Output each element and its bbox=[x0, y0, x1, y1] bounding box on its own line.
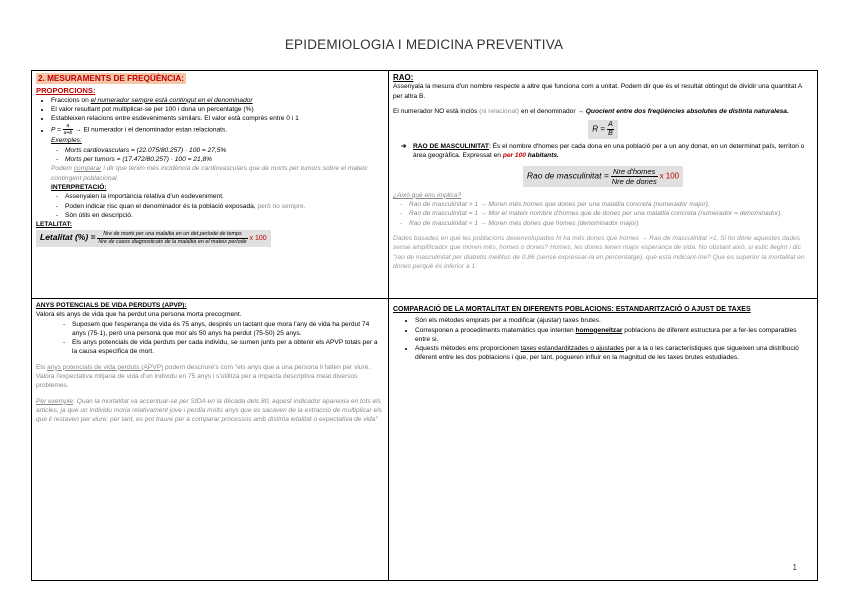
comparison-note: Podem comparar i dir que tenim més incidència de cardiovasculars que de morts per tumors sobre el mateix contingent poblacional. bbox=[51, 165, 368, 182]
section-heading: 2. MESURAMENTS DE FREQÜÈNCIA: bbox=[38, 74, 185, 83]
letalitat-heading: LETALITAT: bbox=[36, 221, 72, 229]
apvp-item: - Suposem que l'esperança de vida és 75 anys, després un lactant que mora l'any de vida ha perdut 74 anys (75-1), però una persona que mor als 50 anys ha perdut (75-50) 25 anys. bbox=[72, 320, 384, 339]
rao-heading: RAO: bbox=[393, 73, 414, 82]
estandarditzacio-heading: COMPARACIÓ DE LA MORTALITAT EN DIFERENTS POBLACIONS: ESTANDARITZACIÓ O AJUST DE TAXES bbox=[393, 306, 751, 313]
estandarditzacio-item: • Corresponen a procediments matemàtics que intenten homogeneïtzar poblacions de diferent estructura per a fer-les comparables entre si. bbox=[415, 326, 813, 345]
estandarditzacio-cell bbox=[389, 299, 818, 581]
rao-intro: Assenyala la mesura d'un nombre respecte a altre que funciona com a unitat. Podem dir que és el resultat obtingut de dividir una quantitat A per altra B. bbox=[393, 83, 802, 100]
list-item: • P = $\frac{a}{a+b}$ → El numerador i el denominador estan relacionats. bbox=[51, 123, 384, 136]
apvp-item: - Els anys potencials de vida perduts per cada individu, se sumen junts per a obtenir els APVP totals per a la causa específica de mort. bbox=[72, 338, 384, 357]
rao-cell bbox=[389, 71, 818, 299]
list-item: • El valor resultant pot multiplicar-se per 100 i dona un percentatge (%) bbox=[51, 105, 384, 114]
formula-p: P = bbox=[51, 126, 61, 134]
proporcions-list bbox=[36, 96, 384, 165]
list-item: • Estableixen relacions entre esdeveniments similars. El valor està comprès entre 0 i 1 bbox=[51, 114, 384, 123]
rao-formula: R = $\frac{A}{B}$ bbox=[393, 119, 813, 139]
masculinitat-item: - ➔ RAO DE MASCULINITAT: És el nombre d'homes per cada dona en una població per a un any donat, en un determinat país, territori o àrea geogràfica. Expressat en per 100 habitants. bbox=[413, 142, 813, 161]
interp-item: - Són útils en descripció. bbox=[65, 211, 384, 220]
apvp-heading: ANYS POTENCIALS DE VIDA PERDUTS (APVP): bbox=[36, 302, 187, 309]
interp-item: - Assenyalen la importància relativa d'un esdeveniment. bbox=[65, 192, 384, 201]
apvp-example: Per exemple: Quan la mortalitat va accentuar-se per SIDA en la dècada dels 80, aquest indicador apareixia en tots els articles, ja que un individu moria relativament jove i perdia molts anys que es sacaven de la extracció de multiplicar els que li restaven per viure; per tant, es pot traure per a comparar processos amb distinta letalitat o expectativa de vida" bbox=[36, 397, 382, 424]
masculinitat-formula: Rao de masculinitat = $\frac{\text{Nre d'homes}}{\text{Nre de dones}}$ x 100 bbox=[393, 165, 813, 187]
rao-numerator-note: El numerador NO està inclòs (ni relacionat) en el denominador → Quocient entre dos freqüències absolutes de distinta naturalesa. bbox=[393, 107, 789, 115]
apvp-description: Els anys potencials de vida perduts (APVP) podem descriure's com "els anys que a una persona li falten per viure. Valora l'expectativa mitjana de vida d'un individu en 75 anys i s'utilitza per a impacta descriptiva meat diversos problemes. bbox=[36, 363, 371, 390]
example-item: - Morts cardiovasculars = (22.075/80.257) · 100 = 27,5% bbox=[65, 146, 384, 155]
estandarditzacio-item: • Aquests mètodes ens proporcionen taxes estandarditzades o ajustades per a la o les característiques que sigueixen una distribució diferent entre les dos poblacions i que, per tant, pogueren influir en la magnitud de les taxes brutes estudiades. bbox=[415, 344, 813, 363]
letalitat-formula: Letalitat (%) = Nre de morts per una malaltia en un det.període de temps Nre de casos diagnosticats de la malaltia en el mateix període x 100 bbox=[36, 230, 271, 246]
implies-item: - Rao de masculinitat = 1 → Mor el mateix nombre d'homes que de dones per una malaltia concreta (numerador = denominador). bbox=[409, 209, 813, 218]
list-item: • Fraccions on el numerador sempre està contingut en el denominador bbox=[51, 96, 384, 105]
implies-item: - Rao de masculinitat > 1 → Moren més homes que dones per una malaltia concreta (numerador major). bbox=[409, 200, 813, 209]
document-title: EPIDEMIOLOGIA I MEDICINA PREVENTIVA bbox=[284, 37, 564, 52]
examples-label: Exemples: bbox=[51, 137, 82, 145]
apvp-intro: Valora els anys de vida que ha perdut una persona morta precoçment. bbox=[36, 311, 242, 319]
estandarditzacio-item: • Són els mètodes emprats per a modificar (ajustar) taxes brutes. bbox=[415, 316, 813, 325]
proporcions-heading: PROPORCIONS: bbox=[36, 86, 96, 96]
example-item: - Morts per tumors = (17.472/80.257) · 100 = 21,8% bbox=[65, 155, 384, 164]
notes-grid bbox=[31, 70, 818, 581]
implies-question: ¿Això què ens implica? bbox=[393, 191, 462, 199]
apvp-cell bbox=[32, 299, 389, 581]
interp-item: - Poden indicar risc quan el denominador és la població exposada, però no sempre. bbox=[65, 202, 384, 211]
masculinitat-note: Dades basades en què les poblacions desenvolupades hi ha més dones que homes → Rao de masculinitat >1. Si ho dóne aquestes dades sense amplificador que moren més, homes o dones? Homes, les dones tenen major esperança de vida. No obstant això, si estic llegint i dic "rao de masculinitat per diabetis mellitus de 0,86 (sense expressar-la en percentatge), què està indicant-me? Que es superior la mortalitat en dones perquè és inferior a 1. bbox=[393, 234, 805, 270]
implies-item: - Rao de masculinitat < 1 → Moren més dones que homes (denominador major) bbox=[409, 219, 813, 228]
list-item bbox=[51, 136, 384, 164]
page-number: 1 bbox=[792, 563, 797, 572]
proporcions-cell bbox=[32, 71, 389, 299]
interpretacio-heading: INTERPRETACIÓ: bbox=[51, 183, 107, 191]
